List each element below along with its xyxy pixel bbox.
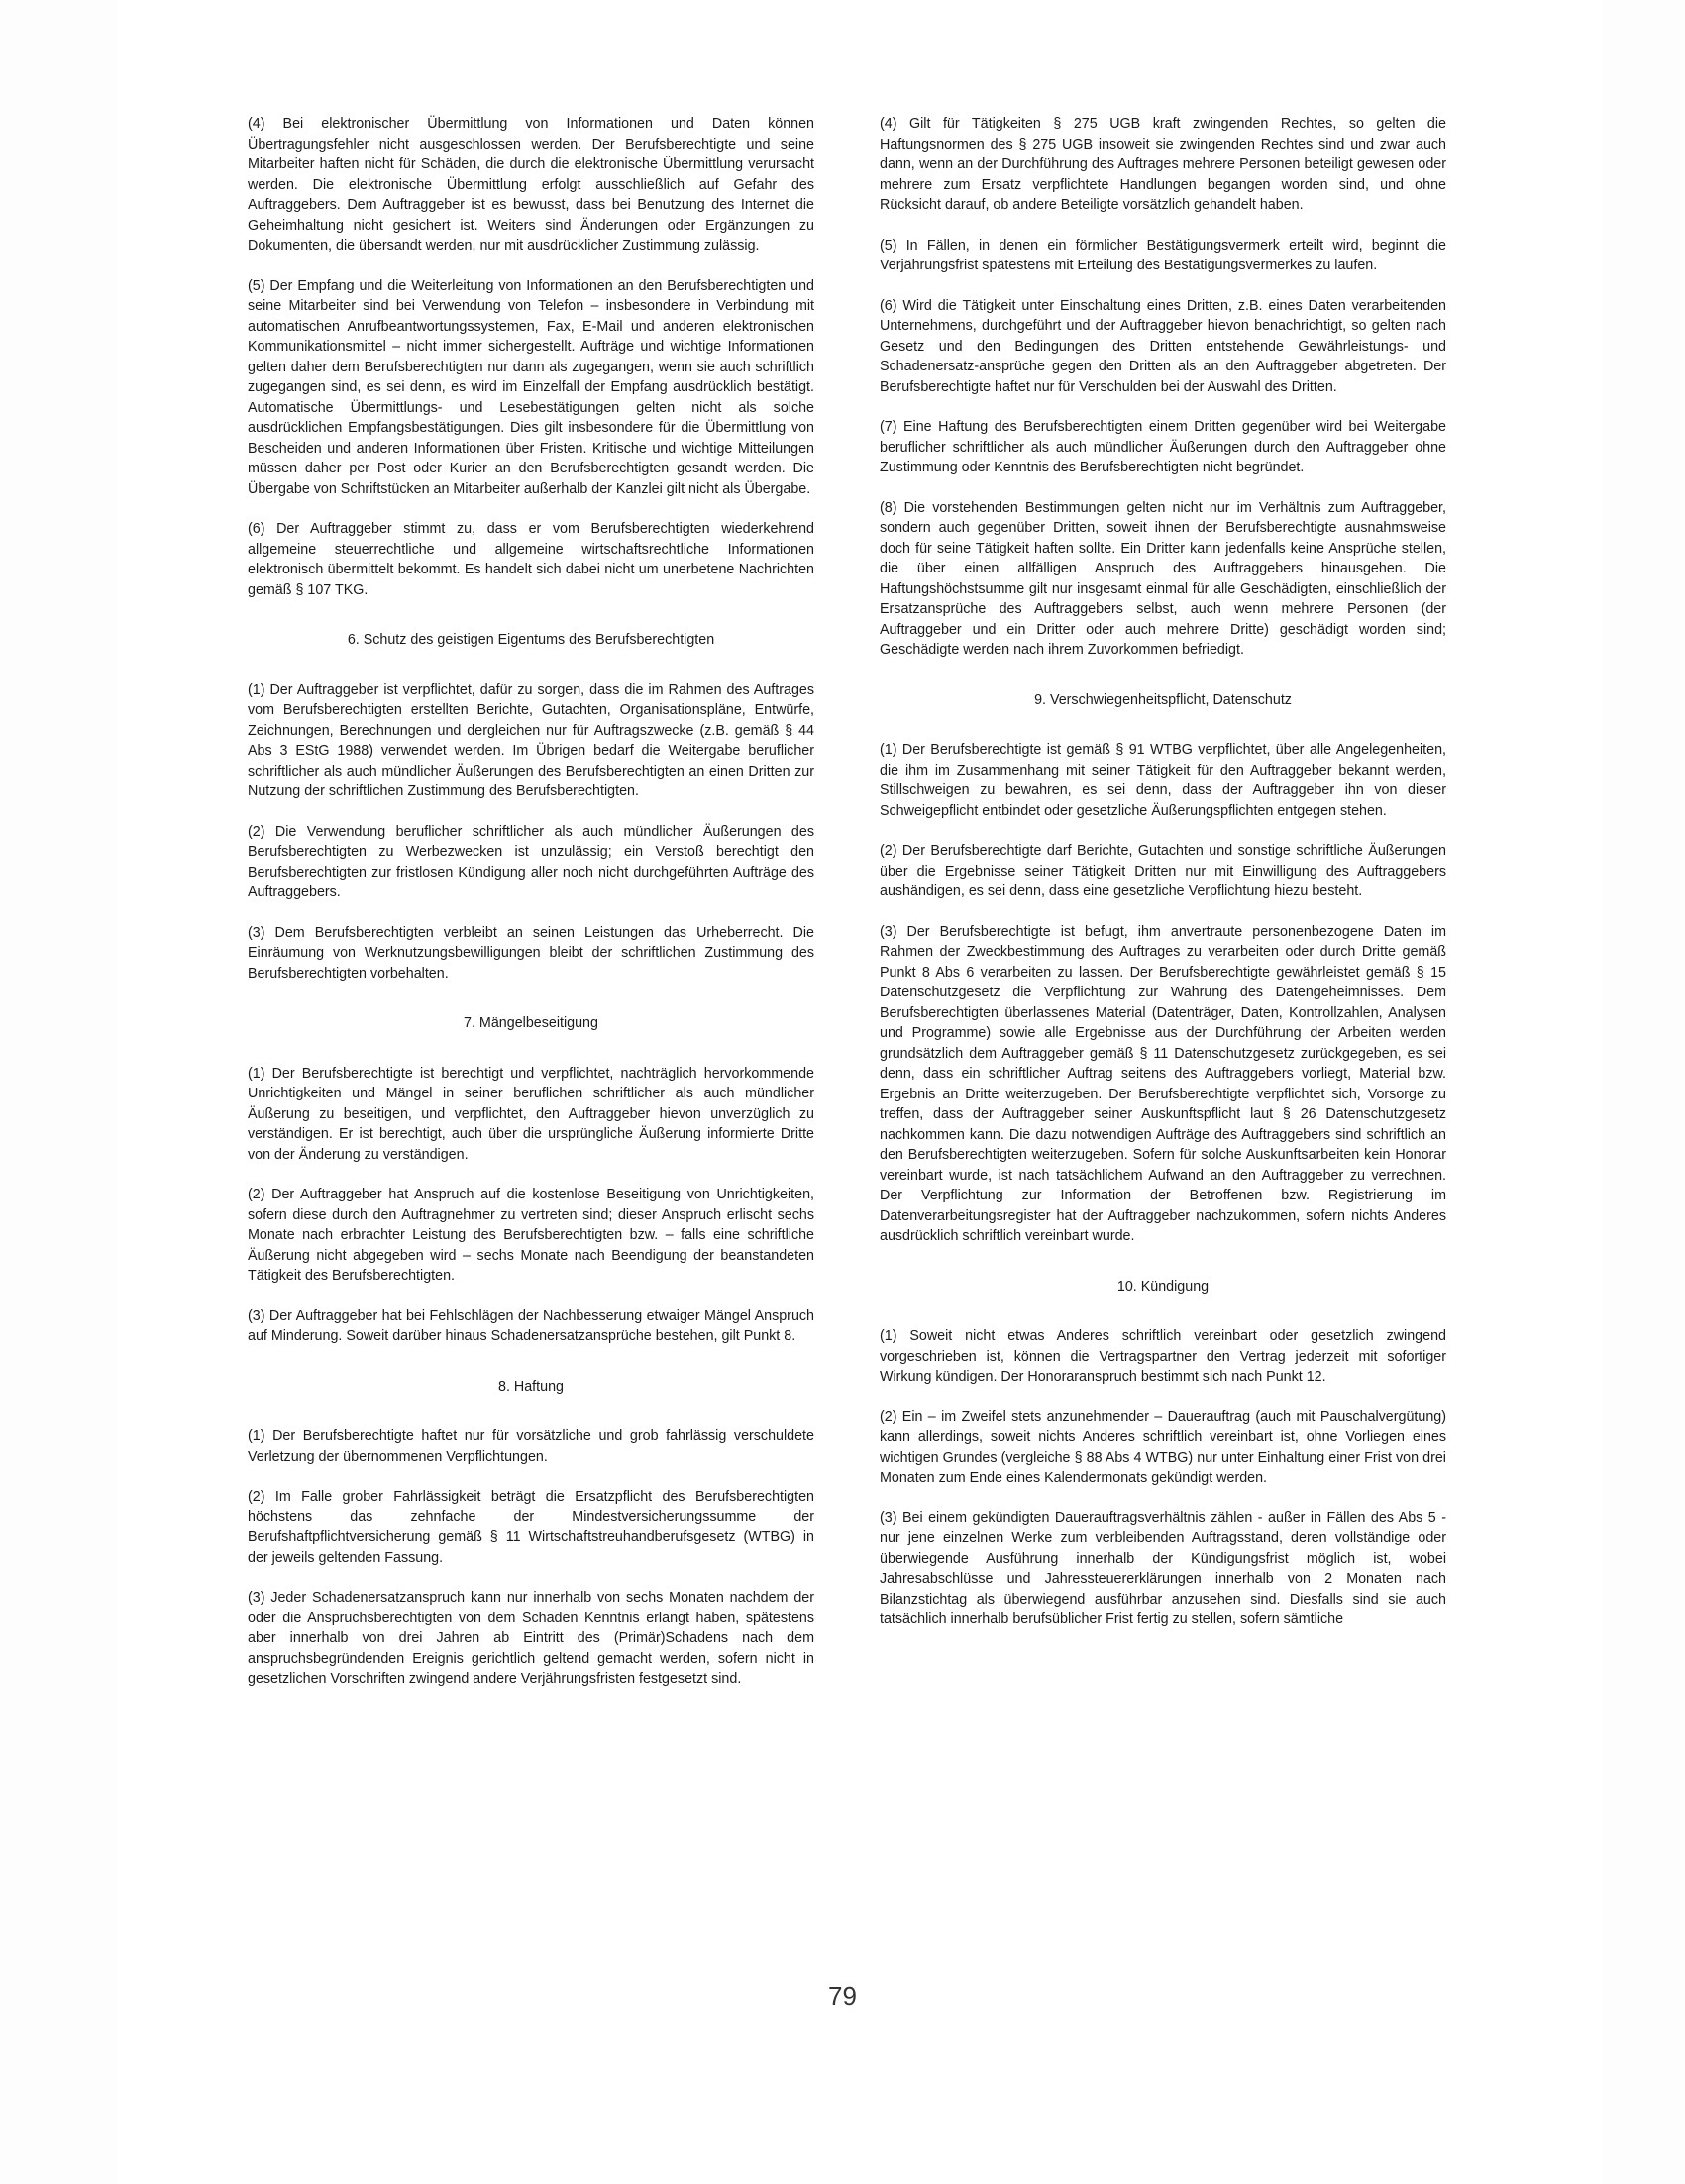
- paragraph: (3) Der Auftraggeber hat bei Fehlschlägen der Nachbesserung etwaiger Mängel Anspruch auf Minderung. Soweit darüber hinaus Schadenersatzansprüche bestehen, gilt Punkt 8.: [248, 1307, 814, 1344]
- section-heading: 8. Haftung: [498, 1378, 564, 1395]
- paragraph: (1) Der Berufsberechtigte ist berechtigt und verpflichtet, nachträglich hervorkommende Unrichtigkeiten und Mängel in seiner beruflichen schriftlicher als auch mündlicher Äußerung zu beseitigen, und verpflichtet, den Auftraggeber hievon unverzüglich zu verständigen. Er ist berechtigt, auch über die ursprüngliche Äußerung informierte Dritte von der Änderung zu verständigen.: [248, 1065, 814, 1163]
- paragraph: (2) Der Berufsberechtigte darf Berichte, Gutachten und sonstige schriftliche Äußerungen über die Ergebnisse seiner Tätigkeit Dritten nur mit Einwilligung des Auftraggebers aushändigen, es sei denn, dass eine gesetzliche Verpflichtung hiezu besteht.: [880, 843, 1446, 899]
- page-number: 79: [828, 1981, 857, 2011]
- section-heading: 9. Verschwiegenheitspflicht, Datenschutz: [1034, 691, 1292, 708]
- paragraph: (2) Ein – im Zweifel stets anzunehmender – Dauerauftrag (auch mit Pauschalvergütung) kann allerdings, soweit nichts Anderes schriftlich vereinbart ist, ohne Vorliegen eines wichtigen Grundes (vergleiche § 88 Abs 4 WTBG) nur unter Einhaltung einer Frist von drei Monaten zum Ende eines Kalendermonats gekündigt werden.: [880, 1408, 1446, 1486]
- paragraph: (2) Der Auftraggeber hat Anspruch auf die kostenlose Beseitigung von Unrichtigkeiten, sofern diese durch den Auftragnehmer zu vertreten sind; dieser Anspruch erlischt sechs Monate nach erbrachter Leistung des Berufsberechtigten bzw. – falls eine schriftliche Äußerung nicht abgegeben wird – sechs Monate nach Beendigung der beanstandeten Tätigkeit des Berufsberechtigten.: [248, 1187, 814, 1284]
- paragraph: (1) Der Berufsberechtigte haftet nur für vorsätzliche und grob fahrlässig verschuldete Verletzung der übernommenen Verpflichtungen.: [248, 1428, 814, 1465]
- paragraph: (3) Bei einem gekündigten Dauerauftragsverhältnis zählen - außer in Fällen des Abs 5 - nur jene einzelnen Werke zum verbleibenden Auftragsstand, deren vollständige oder überwiegende Ausführung innerhalb der Kündigungsfrist möglich ist, wobei Jahresabschlüsse und Jahressteuererklärungen innerhalb von 2 Monaten nach Bilanzstichtag als überwiegend ausführbar anzusehen sind. Diesfalls sind sie auch tatsächlich innerhalb berufsüblicher Frist fertig zu stellen, sofern sämtliche: [880, 1509, 1446, 1627]
- paragraph: (2) Die Verwendung beruflicher schriftlicher als auch mündlicher Äußerungen des Berufsberechtigten zu Werbezwecken ist unzulässig; ein Verstoß berechtigt den Berufsberechtigten zur fristlosen Kündigung aller noch nicht durchgeführten Aufträge des Auftraggebers.: [248, 823, 814, 900]
- paragraph: (6) Wird die Tätigkeit unter Einschaltung eines Dritten, z.B. eines Daten verarbeitenden Unternehmens, durchgeführt und der Auftraggeber hievon benachrichtigt, so gelten nach Gesetz und den Bedingungen des Dritten entstehende Gewährleistungs- und Schadenersatz-ansprüche gegen den Dritten als an den Auftraggeber abgetreten. Der Berufsberechtigte haftet nur für Verschulden bei der Auswahl des Dritten.: [880, 297, 1446, 395]
- paragraph: (8) Die vorstehenden Bestimmungen gelten nicht nur im Verhältnis zum Auftraggeber, sondern auch gegenüber Dritten, soweit ihnen der Berufsberechtigte ausnahmsweise doch für seine Tätigkeit haften sollte. Ein Dritter kann jedenfalls keine Ansprüche stellen, die über einen allfälligen Anspruch des Auftraggebers hinausgehen. Die Haftungshöchstsumme gilt nur insgesamt einmal für alle Geschädigten, einschließlich der Ersatzansprüche des Auftraggebers selbst, auch wenn mehrere Personen (der Auftraggeber und ein Dritter oder auch mehrere Dritte) geschädigt worden sind; Geschädigte werden nach ihrem Zuvorkommen befriedigt.: [880, 499, 1446, 658]
- paragraph: (1) Der Berufsberechtigte ist gemäß § 91 WTBG verpflichtet, über alle Angelegenheiten, die ihm im Zusammenhang mit seiner Tätigkeit für den Auftraggeber bekannt werden, Stillschweigen zu bewahren, es sei denn, dass der Auftraggeber ihn von dieser Schweigepflicht entbindet oder gesetzliche Äußerungspflichten entgegen stehen.: [880, 742, 1446, 819]
- paragraph: (5) In Fällen, in denen ein förmlicher Bestätigungsvermerk erteilt wird, beginnt die Verjährungsfrist spätestens mit Erteilung des Bestätigungsvermerkes zu laufen.: [880, 237, 1446, 273]
- paragraph: (4) Gilt für Tätigkeiten § 275 UGB kraft zwingenden Rechtes, so gelten die Haftungsnormen des § 275 UGB insoweit sie zwingenden Rechtes sind und zwar auch dann, wenn an der Durchführung des Auftrages mehrere Personen beteiligt gewesen oder mehrere zum Ersatz verpflichtete Handlungen begangen worden sind, und ohne Rücksicht darauf, ob andere Beteiligte vorsätzlich gehandelt haben.: [880, 116, 1446, 213]
- paragraph: (4) Bei elektronischer Übermittlung von Informationen und Daten können Übertragungsfehler nicht ausgeschlossen werden. Der Berufsberechtigte und seine Mitarbeiter haften nicht für Schäden, die durch die elektronische Übermittlung verursacht werden. Die elektronische Übermittlung erfolgt ausschließlich auf Gefahr des Auftraggebers. Dem Auftraggeber ist es bewusst, dass bei Benutzung des Internet die Geheimhaltung nicht gesichert ist. Weiters sind Änderungen oder Ergänzungen zu Dokumenten, die übersandt werden, nur mit ausdrücklicher Zustimmung zulässig.: [248, 116, 814, 254]
- section-heading: 7. Mängelbeseitigung: [464, 1015, 598, 1031]
- section-heading: 6. Schutz des geistigen Eigentums des Berufsberechtigten: [347, 632, 715, 648]
- left-column: [248, 114, 814, 1710]
- paragraph: (7) Eine Haftung des Berufsberechtigten einem Dritten gegenüber wird bei Weitergabe beruflicher schriftlicher als auch mündlicher Äußerungen durch den Auftraggeber ohne Zustimmung oder Kenntnis des Berufsberechtigten nicht begründet.: [880, 419, 1446, 475]
- paragraph: (2) Im Falle grober Fahrlässigkeit beträgt die Ersatzpflicht des Berufsberechtigten höchstens das zehnfache der Mindestversicherungssumme der Berufshaftpflichtversicherung gemäß § 11 Wirtschaftstreuhandberufsgesetz (WTBG) in der jeweils geltenden Fassung.: [248, 1489, 814, 1566]
- paragraph: (5) Der Empfang und die Weiterleitung von Informationen an den Berufsberechtigten und seine Mitarbeiter sind bei Verwendung von Telefon – insbesondere in Verbindung mit automatischen Anrufbeantwortungssystemen, Fax, E-Mail und anderen elektronischen Kommunikationsmittel – nicht immer sichergestellt. Aufträge und wichtige Informationen gelten daher dem Berufsberechtigten nur dann als zugegangen, wenn sie auch schriftlich zugegangen sind, es sei denn, es wird im Einzelfall der Empfang ausdrücklich bestätigt. Automatische Übermittlungs- und Lesebestätigungen gelten nicht als solche ausdrücklichen Empfangsbestätigungen. Dies gilt insbesondere für die Übermittlung von Bescheiden und anderen Informationen über Fristen. Kritische und wichtige Mitteilungen müssen daher per Post oder Kurier an den Berufsberechtigten gesandt werden. Die Übergabe von Schriftstücken an Mitarbeiter außerhalb der Kanzlei gilt nicht als Übergabe.: [248, 277, 814, 497]
- paragraph: (3) Jeder Schadenersatzanspruch kann nur innerhalb von sechs Monaten nachdem der oder die Anspruchsberechtigten von dem Schaden Kenntnis erlangt haben, spätestens aber innerhalb von drei Jahren ab Eintritt des (Primär)Schadens nach dem anspruchsbegründenden Ereignis gerichtlich geltend gemacht werden, sofern nicht in gesetzlichen Vorschriften zwingend andere Verjährungsfristen festgesetzt sind.: [248, 1590, 814, 1687]
- right-column: [880, 114, 1446, 1650]
- paragraph: (6) Der Auftraggeber stimmt zu, dass er vom Berufsberechtigten wiederkehrend allgemeine steuerrechtliche und allgemeine wirtschaftsrechtliche Informationen elektronisch übermittelt bekommt. Es handelt sich dabei nicht um unerbetene Nachrichten gemäß § 107 TKG.: [248, 521, 814, 598]
- paragraph: (1) Der Auftraggeber ist verpflichtet, dafür zu sorgen, dass die im Rahmen des Auftrages vom Berufsberechtigten erstellten Berichte, Gutachten, Organisationspläne, Entwürfe, Zeichnungen, Berechnungen und dergleichen nur für Auftragszwecke (z.B. gemäß § 44 Abs 3 EStG 1988) verwendet werden. Im Übrigen bedarf die Weitergabe beruflicher schriftlicher als auch mündlicher Äußerungen des Berufsberechtigten an einen Dritten zur Nutzung der schriftlichen Zustimmung des Berufsberechtigten.: [248, 681, 814, 799]
- section-heading: 10. Kündigung: [1116, 1278, 1210, 1295]
- paragraph: (1) Soweit nicht etwas Anderes schriftlich vereinbart oder gesetzlich zwingend vorgeschrieben ist, können die Vertragspartner den Vertrag jederzeit mit sofortiger Wirkung kündigen. Der Honoraranspruch bestimmt sich nach Punkt 12.: [880, 1328, 1446, 1385]
- paragraph: (3) Dem Berufsberechtigten verbleibt an seinen Leistungen das Urheberrecht. Die Einräumung von Werknutzungsbewilligungen bleibt der schriftlichen Zustimmung des Berufsberechtigten vorbehalten.: [248, 924, 814, 982]
- paragraph: (3) Der Berufsberechtigte ist befugt, ihm anvertraute personenbezogene Daten im Rahmen der Zweckbestimmung des Auftrages zu verarbeiten oder durch Dritte gemäß Punkt 8 Abs 6 verarbeiten zu lassen. Der Berufsberechtigte gewährleistet gemäß § 15 Datenschutzgesetz die Verpflichtung zur Wahrung des Datengeheimnisses. Dem Berufsberechtigten überlassenes Material (Datenträger, Daten, Kontrollzahlen, Analysen und Programme) sowie alle Ergebnisse aus der Durchführung der Arbeiten werden grundsätzlich dem Auftraggeber gemäß § 11 Datenschutzgesetz zurückgegeben, es sei denn, dass ein schriftlicher Auftrag seitens des Auftraggebers vorliegt, Material bzw. Ergebnis an Dritte weiterzugeben. Der Berufsberechtigte verpflichtet sich, Vorsorge zu treffen, dass der Auftraggeber seiner Auskunftspflicht laut § 26 Datenschutzgesetz nachkommen kann. Die dazu notwendigen Aufträge des Auftraggebers sind schriftlich an den Berufsberechtigten weiterzugeben. Sofern für solche Auskunftsarbeiten kein Honorar vereinbart wurde, ist nach tatsächlichem Aufwand an den Auftraggeber zu verrechnen. Der Verpflichtung zur Information der Betroffenen bzw. Registrierung im Datenverarbeitungsregister hat der Auftraggeber nachzukommen, sofern nichts Anderes ausdrücklich schriftlich vereinbart wurde.: [880, 923, 1446, 1244]
